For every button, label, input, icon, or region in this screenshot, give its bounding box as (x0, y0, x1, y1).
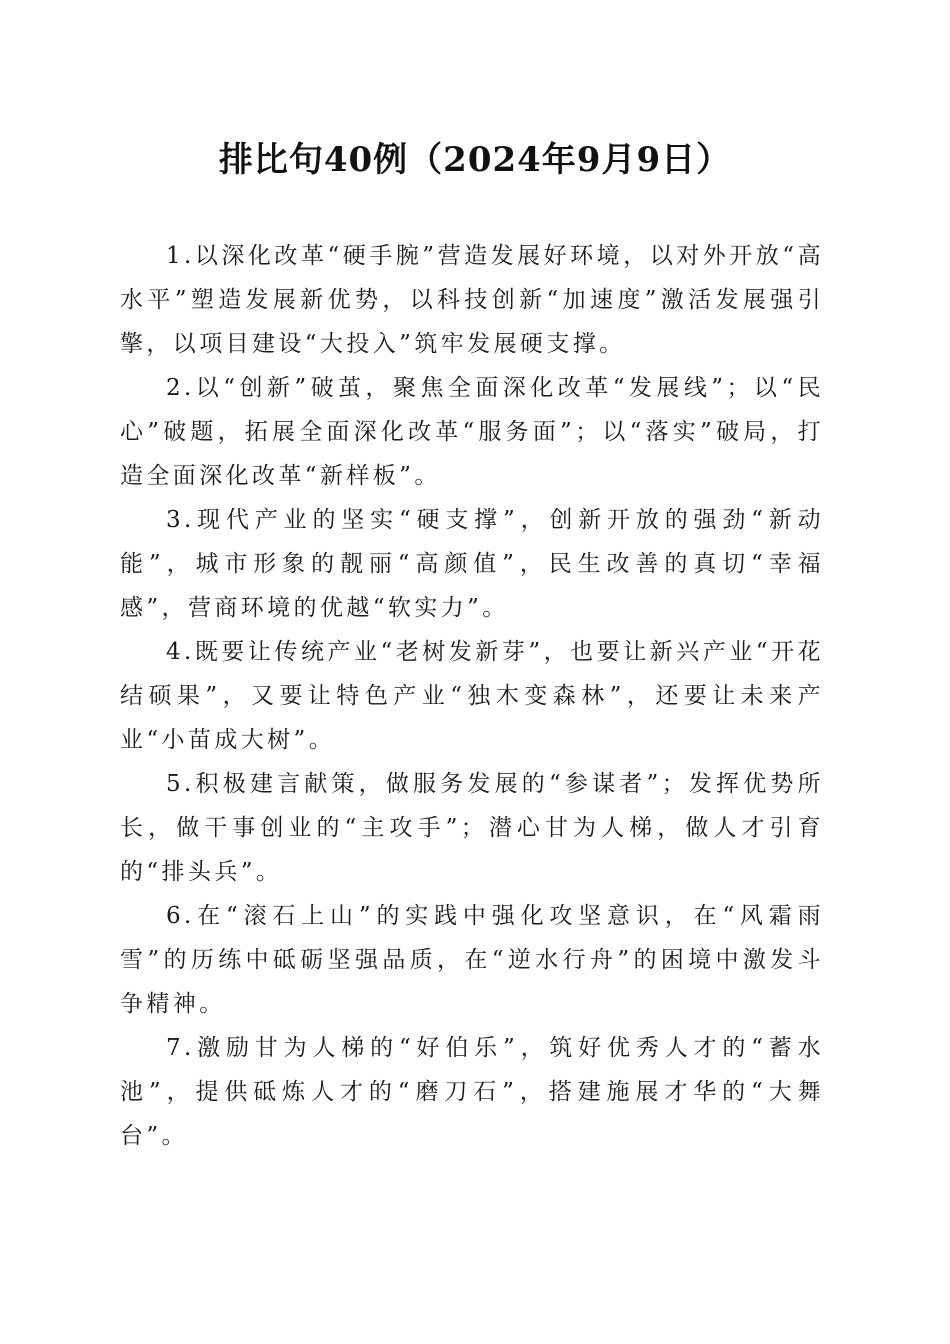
paragraph-4: 4.既要让传统产业“老树发新芽”，也要让新兴产业“开花结硕果”，又要让特色产业“独木变森林”，还要让未来产业“小苗成大树”。 (120, 639, 824, 753)
paragraph-1: 1.以深化改革“硬手腕”营造发展好环境，以对外开放“高水平”塑造发展新优势，以科技创新“加速度”激活发展强引擎，以项目建设“大投入”筑牢发展硬支撑。 (120, 243, 824, 357)
paragraph-3: 3.现代产业的坚实“硬支撑”，创新开放的强劲“新动能”，城市形象的靓丽“高颜值”，民生改善的真切“幸福感”，营商环境的优越“软实力”。 (120, 507, 824, 621)
paragraph-5: 5.积极建言献策，做服务发展的“参谋者”；发挥优势所长，做干事创业的“主攻手”；潜心甘为人梯，做人才引育的“排头兵”。 (120, 771, 824, 885)
paragraph-7: 7.激励甘为人梯的“好伯乐”，筑好优秀人才的“蓄水池”，提供砥炼人才的“磨刀石”，搭建施展才华的“大舞台”。 (120, 1035, 824, 1149)
page-title: 排比句40例（2024年9月9日） (218, 140, 732, 180)
document-body (120, 234, 824, 1158)
paragraph-6: 6.在“滚石上山”的实践中强化攻坚意识，在“风霜雨雪”的历练中砥砺坚强品质，在“逆水行舟”的困境中激发斗争精神。 (120, 903, 824, 1017)
paragraph-2: 2.以“创新”破茧，聚焦全面深化改革“发展线”；以“民心”破题，拓展全面深化改革“服务面”；以“落实”破局，打造全面深化改革“新样板”。 (120, 375, 824, 489)
